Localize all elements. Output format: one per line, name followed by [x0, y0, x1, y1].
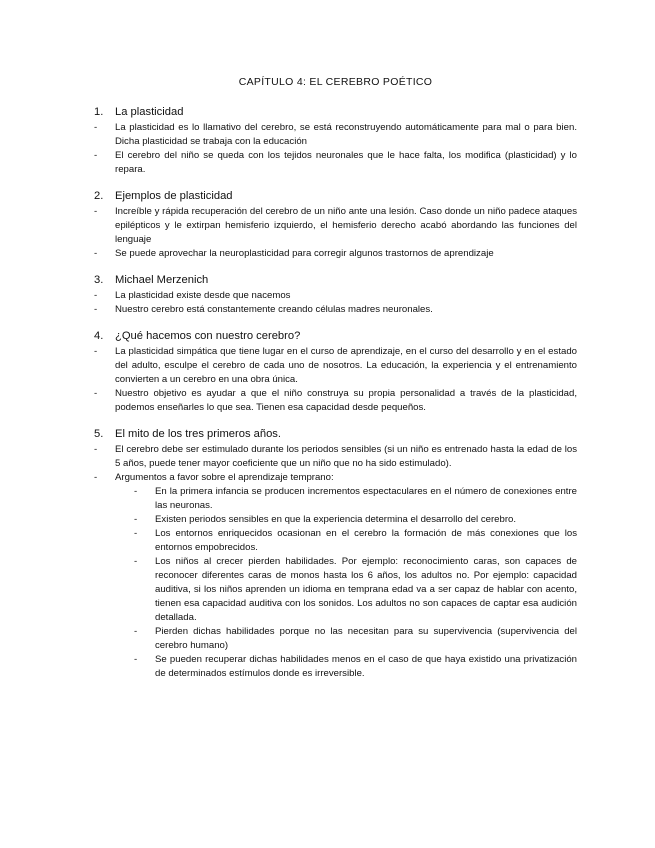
bullet-marker: - [94, 290, 98, 301]
section-heading [94, 329, 577, 343]
sub-list-item [94, 527, 577, 555]
sub-list-item-text: Existen periodos sensibles en que la experiencia determina el desarrollo del cerebro. [155, 514, 517, 525]
list-item-text: La plasticidad es lo llamativo del cerebro, se está reconstruyendo automáticamente para mal o para bien. Dicha plasticidad se trabaja con la educación [115, 122, 577, 147]
bullet-marker: - [134, 556, 138, 567]
list-item-text: Se puede aprovechar la neuroplasticidad para corregir algunos trastornos de aprendizaje [115, 248, 494, 259]
bullet-marker: - [134, 486, 138, 497]
bullet-marker: - [94, 304, 98, 315]
list-item [94, 345, 577, 387]
section-title: La plasticidad [115, 106, 184, 118]
section-title: ¿Qué hacemos con nuestro cerebro? [115, 330, 301, 342]
sub-list-item [94, 485, 577, 513]
bullet-marker: - [134, 626, 138, 637]
section-number: 2. [94, 190, 104, 202]
list-item-text: Nuestro objetivo es ayudar a que el niño construya su propia personalidad a través de la plasticidad, podemos enseñarles lo que sea. Tienen esa capacidad desde pequeños. [115, 388, 577, 413]
list-item [94, 149, 577, 177]
section-heading [94, 427, 577, 441]
section-title: El mito de los tres primeros años. [115, 428, 282, 440]
list-item [94, 205, 577, 247]
section-2 [94, 189, 577, 261]
list-item [94, 387, 577, 415]
section-3 [94, 273, 577, 317]
section-5 [94, 427, 577, 681]
bullet-marker: - [134, 528, 138, 539]
sub-list-item-text: Los niños al crecer pierden habilidades. Por ejemplo: reconocimiento caras, son capaces de reconocer diferentes caras de monos hasta los 6 años, los adultos no. Por ejemplo: capacidad auditiva, si los niños aprenden un idioma en temprana edad va a ser capaz de hablar con acento, tienen esa capacidad auditiva con los sonidos. Los adultos no son capaces de captar esa audición detallada. [155, 556, 577, 623]
list-item [94, 471, 577, 485]
sub-list-item-text: En la primera infancia se producen incrementos espectaculares en el número de conexiones entre las neuronas. [155, 486, 577, 511]
list-item-text: Increíble y rápida recuperación del cerebro de un niño ante una lesión. Caso donde un niño padece ataques epilépticos y le extirpan hemisferio izquierdo, el hemisferio derecho acabó abordando las funciones del lenguaje [115, 206, 577, 245]
chapter-title: CAPÍTULO 4: EL CEREBRO POÉTICO [238, 76, 433, 88]
bullet-marker: - [94, 150, 98, 161]
list-item-text: El cerebro del niño se queda con los tejidos neuronales que le hace falta, los modifica (plasticidad) y lo repara. [115, 150, 577, 175]
bullet-marker: - [94, 472, 98, 483]
list-item [94, 289, 577, 303]
section-number: 3. [94, 274, 104, 286]
bullet-marker: - [94, 206, 98, 217]
list-item [94, 247, 577, 261]
list-item-text: Nuestro cerebro está constantemente creando células madres neuronales. [115, 304, 433, 315]
section-heading [94, 273, 577, 287]
sub-list-item-text: Los entornos enriquecidos ocasionan en el cerebro la formación de más conexiones que los entornos empobrecidos. [155, 528, 577, 553]
sub-list-item [94, 513, 577, 527]
bullet-marker: - [94, 346, 98, 357]
section-1 [94, 105, 577, 177]
bullet-marker: - [94, 388, 98, 399]
section-number: 1. [94, 106, 104, 118]
section-4 [94, 329, 577, 415]
section-title: Michael Merzenich [115, 274, 209, 286]
section-heading [94, 189, 577, 203]
sub-list-item [94, 555, 577, 625]
section-number: 5. [94, 428, 104, 440]
list-item-text: La plasticidad existe desde que nacemos [115, 290, 291, 301]
bullet-marker: - [94, 248, 98, 259]
list-item [94, 303, 577, 317]
bullet-marker: - [94, 444, 98, 455]
list-item-text: La plasticidad simpática que tiene lugar en el curso de aprendizaje, en el curso del desarrollo y en el estado del adulto, esculpe el cerebro de cada uno de nosotros. La educación, la experiencia y el entrenamiento convierten a un cerebro en una obra única. [115, 346, 577, 385]
sub-list-item [94, 653, 577, 681]
bullet-marker: - [94, 122, 98, 133]
list-item-text: Argumentos a favor sobre el aprendizaje temprano: [115, 472, 334, 483]
section-title: Ejemplos de plasticidad [115, 190, 233, 202]
section-number: 4. [94, 330, 104, 342]
bullet-marker: - [134, 654, 138, 665]
sub-list-item-text: Se pueden recuperar dichas habilidades menos en el caso de que haya existido una privatización de determinados estímulos donde es irreversible. [155, 654, 577, 679]
list-item [94, 443, 577, 471]
list-item [94, 121, 577, 149]
sub-list-item-text: Pierden dichas habilidades porque no las necesitan para su supervivencia (supervivencia del cerebro humano) [155, 626, 577, 651]
section-heading [94, 105, 577, 119]
sub-list-item [94, 625, 577, 653]
list-item-text: El cerebro debe ser estimulado durante los periodos sensibles (si un niño es entrenado hasta la edad de los 5 años, puede tener mayor coeficiente que un niño que no ha sido estimulado). [115, 444, 577, 469]
bullet-marker: - [134, 514, 138, 525]
